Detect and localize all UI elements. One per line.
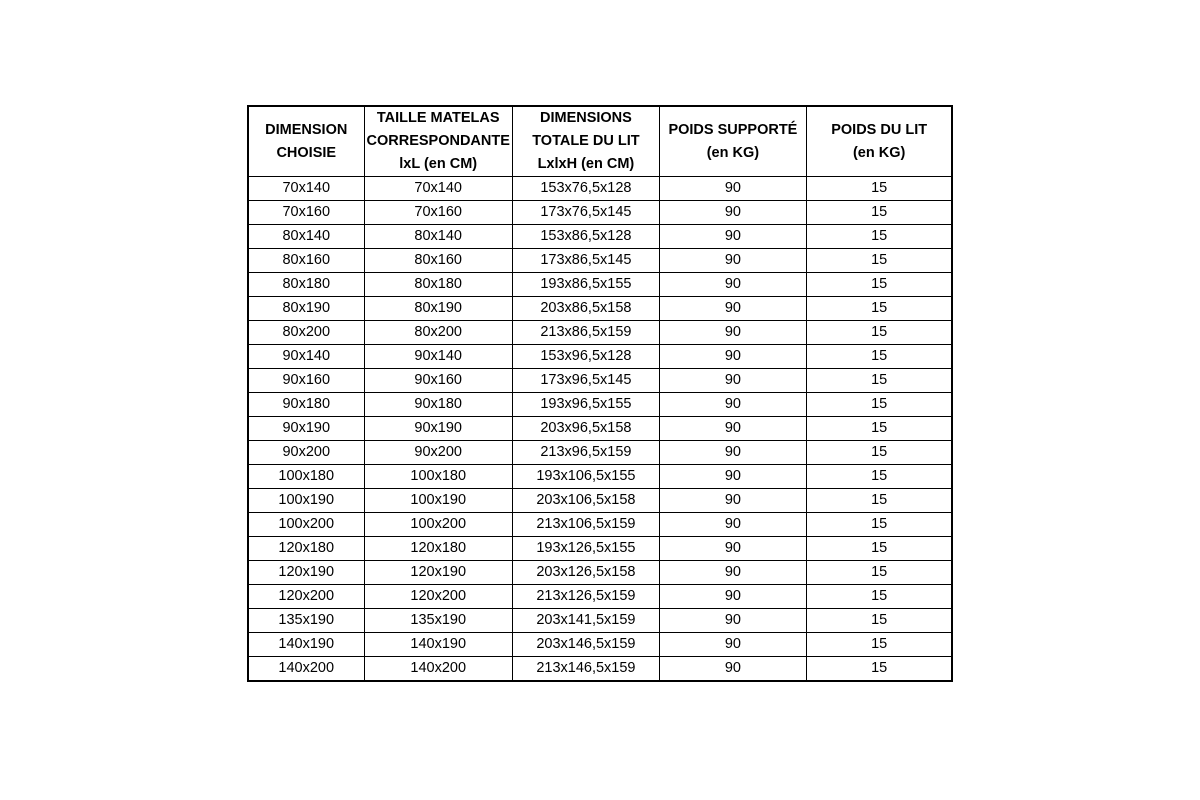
cell-total-dimensions: 193x106,5x155 — [512, 465, 659, 489]
table-row — [248, 561, 952, 585]
cell-dimension: 100x190 — [248, 489, 364, 513]
cell-dimension: 70x160 — [248, 201, 364, 225]
cell-dimension: 120x200 — [248, 585, 364, 609]
table-body — [248, 177, 952, 682]
header-line: POIDS DU LIT — [831, 121, 928, 138]
cell-supported-weight: 90 — [659, 513, 806, 537]
cell-supported-weight: 90 — [659, 657, 806, 682]
cell-supported-weight: 90 — [659, 273, 806, 297]
header-line: DIMENSION — [265, 121, 348, 138]
cell-supported-weight: 90 — [659, 441, 806, 465]
cell-dimension: 135x190 — [248, 609, 364, 633]
header-line: (en KG) — [852, 144, 906, 161]
table-row — [248, 225, 952, 249]
cell-bed-weight: 15 — [806, 561, 952, 585]
cell-bed-weight: 15 — [806, 417, 952, 441]
cell-total-dimensions: 193x126,5x155 — [512, 537, 659, 561]
cell-supported-weight: 90 — [659, 561, 806, 585]
table-row — [248, 657, 952, 682]
table-row — [248, 393, 952, 417]
cell-dimension: 90x180 — [248, 393, 364, 417]
cell-dimension: 80x180 — [248, 273, 364, 297]
cell-mattress-size: 90x200 — [364, 441, 512, 465]
cell-total-dimensions: 153x86,5x128 — [512, 225, 659, 249]
header-line: TOTALE DU LIT — [532, 133, 640, 149]
table-row — [248, 273, 952, 297]
cell-mattress-size: 80x190 — [364, 297, 512, 321]
cell-supported-weight: 90 — [659, 609, 806, 633]
cell-bed-weight: 15 — [806, 657, 952, 682]
cell-mattress-size: 70x160 — [364, 201, 512, 225]
table-row — [248, 441, 952, 465]
cell-supported-weight: 90 — [659, 417, 806, 441]
cell-mattress-size: 120x190 — [364, 561, 512, 585]
cell-mattress-size: 90x140 — [364, 345, 512, 369]
header-poids-du-lit — [806, 106, 952, 177]
cell-total-dimensions: 173x76,5x145 — [512, 201, 659, 225]
cell-total-dimensions: 203x126,5x158 — [512, 561, 659, 585]
cell-dimension: 80x160 — [248, 249, 364, 273]
cell-bed-weight: 15 — [806, 537, 952, 561]
cell-dimension: 140x190 — [248, 633, 364, 657]
cell-supported-weight: 90 — [659, 369, 806, 393]
header-line: lxL (en CM) — [399, 156, 478, 172]
cell-total-dimensions: 203x141,5x159 — [512, 609, 659, 633]
cell-dimension: 70x140 — [248, 177, 364, 201]
cell-total-dimensions: 203x96,5x158 — [512, 417, 659, 441]
cell-bed-weight: 15 — [806, 177, 952, 201]
table-header — [248, 106, 952, 177]
cell-supported-weight: 90 — [659, 489, 806, 513]
cell-dimension: 80x140 — [248, 225, 364, 249]
header-line: LxlxH (en CM) — [537, 156, 635, 172]
cell-supported-weight: 90 — [659, 177, 806, 201]
cell-supported-weight: 90 — [659, 201, 806, 225]
cell-dimension: 120x180 — [248, 537, 364, 561]
header-taille-matelas — [364, 106, 512, 177]
header-line: CORRESPONDANTE — [366, 133, 510, 149]
cell-total-dimensions: 213x146,5x159 — [512, 657, 659, 682]
cell-supported-weight: 90 — [659, 585, 806, 609]
cell-dimension: 90x190 — [248, 417, 364, 441]
table-row — [248, 609, 952, 633]
cell-supported-weight: 90 — [659, 393, 806, 417]
cell-mattress-size: 120x200 — [364, 585, 512, 609]
cell-bed-weight: 15 — [806, 321, 952, 345]
cell-dimension: 120x190 — [248, 561, 364, 585]
table-row — [248, 321, 952, 345]
cell-bed-weight: 15 — [806, 609, 952, 633]
table-row — [248, 249, 952, 273]
cell-total-dimensions: 213x126,5x159 — [512, 585, 659, 609]
cell-bed-weight: 15 — [806, 297, 952, 321]
cell-mattress-size: 90x160 — [364, 369, 512, 393]
bed-dimensions-table — [247, 105, 953, 682]
cell-total-dimensions: 173x86,5x145 — [512, 249, 659, 273]
cell-mattress-size: 80x200 — [364, 321, 512, 345]
cell-supported-weight: 90 — [659, 297, 806, 321]
cell-total-dimensions: 173x96,5x145 — [512, 369, 659, 393]
cell-bed-weight: 15 — [806, 249, 952, 273]
header-line: DIMENSIONS — [539, 110, 632, 126]
table-row — [248, 297, 952, 321]
cell-total-dimensions: 203x146,5x159 — [512, 633, 659, 657]
table-row — [248, 201, 952, 225]
table-row — [248, 465, 952, 489]
cell-dimension: 100x200 — [248, 513, 364, 537]
cell-bed-weight: 15 — [806, 489, 952, 513]
cell-bed-weight: 15 — [806, 369, 952, 393]
cell-mattress-size: 140x200 — [364, 657, 512, 682]
cell-supported-weight: 90 — [659, 225, 806, 249]
cell-bed-weight: 15 — [806, 273, 952, 297]
table-row — [248, 369, 952, 393]
header-dimension-choisie — [248, 106, 364, 177]
cell-bed-weight: 15 — [806, 201, 952, 225]
table-row — [248, 177, 952, 201]
cell-mattress-size: 120x180 — [364, 537, 512, 561]
cell-mattress-size: 100x200 — [364, 513, 512, 537]
cell-mattress-size: 70x140 — [364, 177, 512, 201]
header-line: POIDS SUPPORTÉ — [668, 121, 798, 138]
table-row — [248, 489, 952, 513]
header-line: TAILLE MATELAS — [376, 110, 500, 126]
header-line: (en KG) — [706, 144, 760, 161]
cell-bed-weight: 15 — [806, 465, 952, 489]
cell-supported-weight: 90 — [659, 249, 806, 273]
cell-total-dimensions: 193x86,5x155 — [512, 273, 659, 297]
table-row — [248, 417, 952, 441]
cell-mattress-size: 135x190 — [364, 609, 512, 633]
cell-supported-weight: 90 — [659, 465, 806, 489]
cell-total-dimensions: 203x86,5x158 — [512, 297, 659, 321]
cell-bed-weight: 15 — [806, 225, 952, 249]
cell-dimension: 90x200 — [248, 441, 364, 465]
cell-total-dimensions: 213x96,5x159 — [512, 441, 659, 465]
header-row — [248, 106, 952, 177]
cell-mattress-size: 90x190 — [364, 417, 512, 441]
table-row — [248, 537, 952, 561]
cell-bed-weight: 15 — [806, 345, 952, 369]
cell-supported-weight: 90 — [659, 345, 806, 369]
table-row — [248, 633, 952, 657]
cell-total-dimensions: 213x106,5x159 — [512, 513, 659, 537]
cell-total-dimensions: 203x106,5x158 — [512, 489, 659, 513]
cell-dimension: 90x160 — [248, 369, 364, 393]
cell-supported-weight: 90 — [659, 537, 806, 561]
table-row — [248, 345, 952, 369]
cell-total-dimensions: 193x96,5x155 — [512, 393, 659, 417]
cell-bed-weight: 15 — [806, 393, 952, 417]
cell-dimension: 80x190 — [248, 297, 364, 321]
cell-mattress-size: 90x180 — [364, 393, 512, 417]
cell-mattress-size: 100x190 — [364, 489, 512, 513]
cell-mattress-size: 140x190 — [364, 633, 512, 657]
cell-total-dimensions: 213x86,5x159 — [512, 321, 659, 345]
cell-mattress-size: 80x140 — [364, 225, 512, 249]
cell-total-dimensions: 153x96,5x128 — [512, 345, 659, 369]
cell-mattress-size: 80x160 — [364, 249, 512, 273]
cell-mattress-size: 80x180 — [364, 273, 512, 297]
cell-bed-weight: 15 — [806, 441, 952, 465]
cell-dimension: 80x200 — [248, 321, 364, 345]
table-row — [248, 585, 952, 609]
cell-mattress-size: 100x180 — [364, 465, 512, 489]
cell-supported-weight: 90 — [659, 321, 806, 345]
cell-supported-weight: 90 — [659, 633, 806, 657]
cell-dimension: 90x140 — [248, 345, 364, 369]
cell-dimension: 100x180 — [248, 465, 364, 489]
cell-bed-weight: 15 — [806, 585, 952, 609]
cell-bed-weight: 15 — [806, 513, 952, 537]
header-dimensions-totale — [512, 106, 659, 177]
cell-bed-weight: 15 — [806, 633, 952, 657]
cell-dimension: 140x200 — [248, 657, 364, 682]
table-row — [248, 513, 952, 537]
cell-total-dimensions: 153x76,5x128 — [512, 177, 659, 201]
header-line: CHOISIE — [276, 144, 337, 161]
header-poids-supporte — [659, 106, 806, 177]
